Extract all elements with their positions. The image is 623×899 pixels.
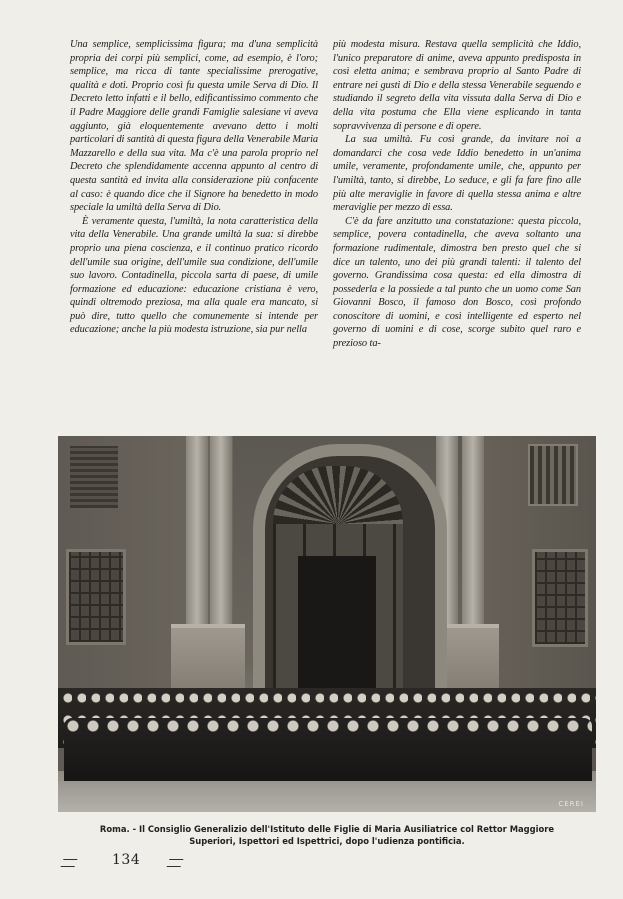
- column: [186, 436, 208, 626]
- paragraph: Una semplice, semplicissima figura; ma d'una semplicità propria dei corpi più semplici, come, ad esempio, è l'oro; semplice, ma ricca di tante specialissime prerogative, qualità e doti. Proprio così fu questa umile Serva di Dio. Il Decreto letto infatti e il bello, edificantissimo commento che il Padre Maggiore delle grandi Famiglie salesiane vi aveva aggiunto, già eloquentemente avevano detto i molti particolari di santità di questa figura della Venerabile Maria Mazzarello e della sua vita. Ma c'è una parola proprio nel Decreto che splendidamente accenna appunto al centro di questa santità ed invita alla considerazione più confacente al caso: è quando dice che il Signore ha benedetto in modo speciale la umiltà della Serva di Dio.: [70, 39, 318, 214]
- paragraph: più modesta misura. Restava quella semplicità che Iddio, l'unico preparatore di anime, aveva appunto predisposta in così eletta anima; e sembrava proprio al Santo Padre di entrare nei gusti di Dio e della stessa Venerabile seguendo e studiando il segreto della vita vissuta dalla Serva di Dio e della vita postuma che Ella viene esplicando in tanta sopravvivenza di persone e di opere.: [333, 39, 581, 132]
- page-number: 134: [112, 852, 141, 868]
- group-photograph: [58, 436, 596, 812]
- paragraph: C'è da fare anzitutto una constatazione: questa piccola, semplice, povera contadinella, che aveva soltanto una formazione rudimentale, dimostra ben presto quel che si dice un talento, uno dei più grandi talenti: il talento del governo. Grandissima cosa questa: ed ella dimostra di possederla e la possiede a tal punto che un uomo come San Giovanni Bosco, il famoso don Bosco, così profondo conoscitore di uomini, e così intelligente ed esperto nel governo di uomini e di cose, scorge subito quel raro e prezioso ta-: [333, 215, 581, 350]
- photographer-signature: CEREI: [558, 800, 584, 808]
- paragraph: È veramente questa, l'umiltà, la nota caratteristica della vita della Venerabile. Una grande umiltà la sua: si direbbe proprio una piena coscienza, e il continuo pratico ricordo dell'umile sua origine, dell'umile sua condizione, dell'umile suo lavoro. Contadinella, piccola sarta di paese, di umile formazione ed educazione: educazione cristiana è vero, quindi oltremodo preziosa, ma alla quale era mancato, si può dire, tutto quello che comunemente si intende per educazione; anche la più modesta istruzione, sia pur nella: [70, 215, 318, 336]
- photo-caption: [62, 823, 592, 847]
- caption-place: Roma.: [99, 824, 130, 834]
- column: [462, 436, 484, 626]
- text-column-right: [333, 38, 581, 351]
- window-upper-right: [528, 444, 578, 506]
- column: [210, 436, 232, 626]
- ornament-dash-icon: [167, 859, 184, 867]
- barred-window-right: [532, 549, 588, 647]
- ground: [58, 781, 596, 812]
- open-door: [298, 556, 376, 706]
- caption-line-2: Superiori, Ispettori ed Ispettrici, dopo l'udienza pontificia.: [189, 836, 465, 846]
- caption-line-1: - Il Consiglio Generalizio dell'Istituto delle Figlie di Maria Ausiliatrice col Rettor Maggiore: [129, 824, 555, 834]
- ornament-dash-icon: [61, 859, 78, 867]
- page-footer: [62, 852, 202, 872]
- barred-window-left: [66, 549, 126, 645]
- group-front-row: [64, 718, 592, 784]
- window-shutter: [70, 446, 118, 508]
- paragraph: La sua umiltà. Fu così grande, da invitare noi a domandarci che cosa vede Iddio benedetto in un'anima umile, veramente, profondamente umile, che, appunto per l'umiltà, tanto, si direbbe, Lo seduce, e gli fa fare fino alle più alte meraviglie in favore di quella stessa anima e altre meraviglie per mezzo di essa.: [333, 134, 581, 214]
- text-column-left: [70, 38, 318, 337]
